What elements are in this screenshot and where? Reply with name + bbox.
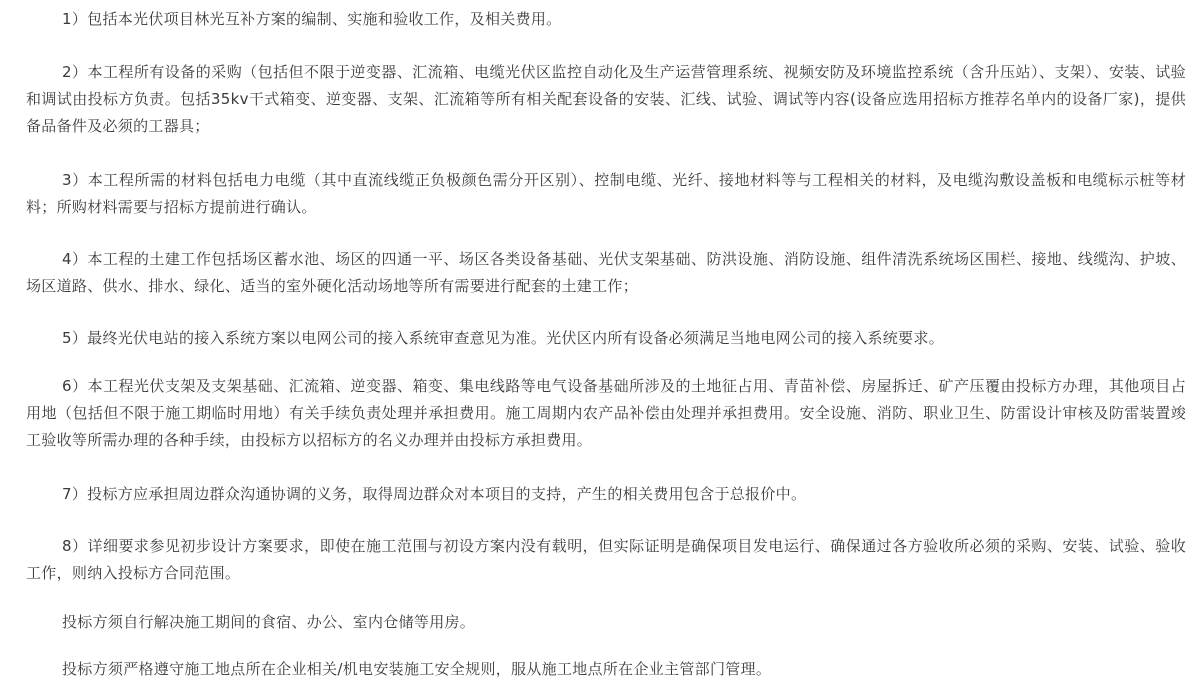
paragraph-3: 3）本工程所需的材料包括电力电缆（其中直流线缆正负极颜色需分开区别）、控制电缆、光纤、接地材料等与工程相关的材料，及电缆沟敷设盖板和电缆标示桩等材料；所购材料需要与招标方提前进行确认。	[26, 171, 1186, 216]
paragraph-4: 4）本工程的土建工作包括场区蓄水池、场区的四通一平、场区各类设备基础、光伏支架基础、防洪设施、消防设施、组件清洗系统场区围栏、接地、线缆沟、护坡、场区道路、供水、排水、绿化、适当的室外硬化活动场地等所有需要进行配套的土建工作；	[26, 250, 1186, 295]
paragraph-1: 1）包括本光伏项目林光互补方案的编制、实施和验收工作，及相关费用。	[62, 10, 562, 28]
paragraph-9: 投标方须自行解决施工期间的食宿、办公、室内仓储等用房。	[62, 613, 476, 631]
paragraph-6: 6）本工程光伏支架及支架基础、汇流箱、逆变器、箱变、集电线路等电气设备基础所涉及的土地征占用、青苗补偿、房屋拆迁、矿产压覆由投标方办理，其他项目占用地（包括但不限于施工期临时用地）有关手续负责处理并承担费用。施工周期内农产品补偿由处理并承担费用。安全设施、消防、职业卫生、防雷设计审核及防雷装置竣工验收等所需办理的各种手续，由投标方以招标方的名义办理并由投标方承担费用。	[26, 377, 1186, 449]
paragraph-5: 5）最终光伏电站的接入系统方案以电网公司的接入系统审查意见为准。光伏区内所有设备必须满足当地电网公司的接入系统要求。	[62, 329, 944, 347]
paragraph-8: 8）详细要求参见初步设计方案要求，即使在施工范围与初设方案内没有载明，但实际证明是确保项目发电运行、确保通过各方验收所必须的采购、安装、试验、验收工作，则纳入投标方合同范围。	[26, 537, 1186, 582]
paragraph-7: 7）投标方应承担周边群众沟通协调的义务，取得周边群众对本项目的支持，产生的相关费用包含于总报价中。	[62, 485, 807, 503]
paragraph-10: 投标方须严格遵守施工地点所在企业相关/机电安装施工安全规则，服从施工地点所在企业主管部门管理。	[62, 660, 772, 678]
paragraph-2: 2）本工程所有设备的采购（包括但不限于逆变器、汇流箱、电缆光伏区监控自动化及生产运营管理系统、视频安防及环境监控系统（含升压站）、支架）、安装、试验和调试由投标方负责。包括35kv干式箱变、逆变器、支架、汇流箱等所有相关配套设备的安装、汇线、试验、调试等内容(设备应选用招标方推荐名单内的设备厂家)，提供备品备件及必须的工器具；	[26, 63, 1186, 135]
